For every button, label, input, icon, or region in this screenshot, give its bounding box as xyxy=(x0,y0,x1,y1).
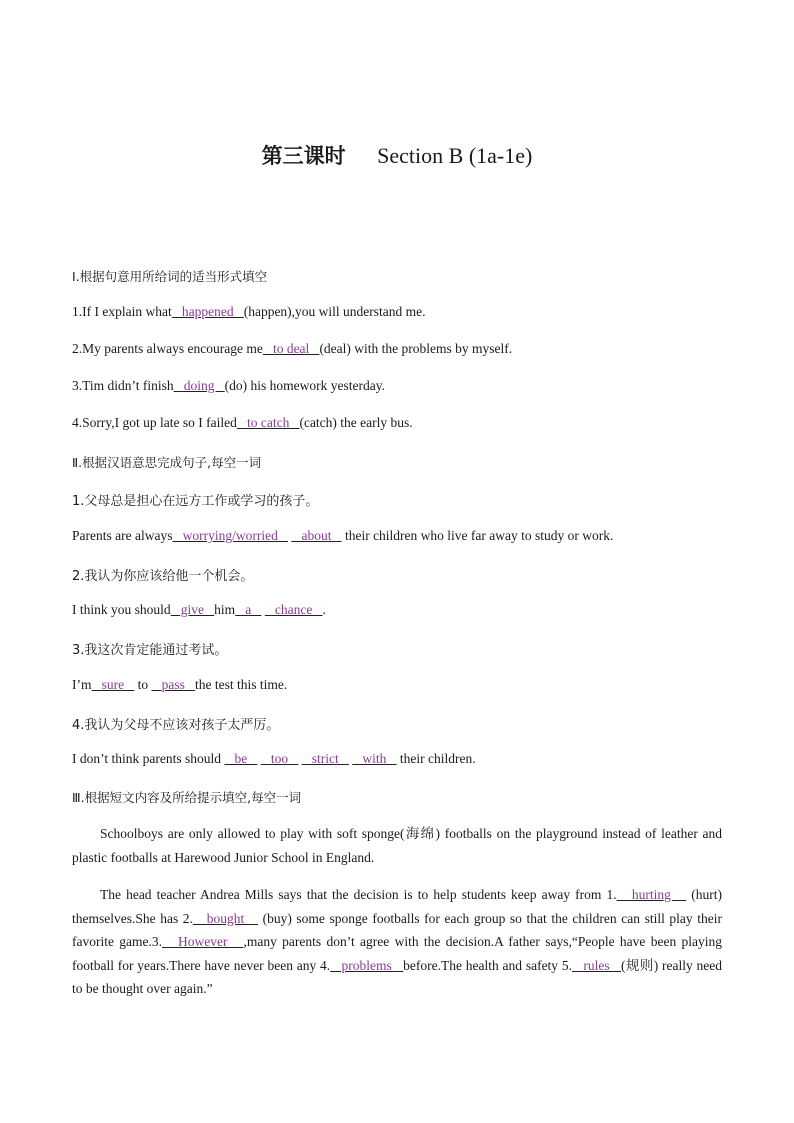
answer: pass xyxy=(151,677,196,692)
page-title xyxy=(0,140,794,170)
answer: problems xyxy=(330,957,404,973)
question-1-4: 4.Sorry,I got up late so I failed to catch (catch) the early bus. xyxy=(72,415,413,430)
answer: chance xyxy=(264,602,323,617)
answer: about xyxy=(291,528,342,543)
question-1-1: 1.If I explain what happened (happen),you will understand me. xyxy=(72,304,426,319)
question-2-3: I’m sure to pass the test this time. xyxy=(72,677,288,692)
answer: worrying/worried xyxy=(172,528,288,543)
answer: give xyxy=(170,602,215,617)
section-heading-3: Ⅲ.根据短文内容及所给提示填空,每空一词 xyxy=(72,790,302,805)
question-2-2-chinese: 2.我认为你应该给他一个机会。 xyxy=(72,569,254,584)
answer: with xyxy=(352,751,397,766)
answer: strict xyxy=(301,751,349,766)
answer: be xyxy=(224,751,258,766)
question-2-3-chinese: 3.我这次肯定能通过考试。 xyxy=(72,643,228,658)
answer: to deal xyxy=(262,341,320,356)
answer: However xyxy=(162,934,244,949)
question-2-4-chinese: 4.我认为父母不应该对孩子太严厉。 xyxy=(72,718,280,733)
answer: too xyxy=(260,751,299,766)
section-heading-1: Ⅰ.根据句意用所给词的适当形式填空 xyxy=(72,269,268,284)
question-1-3: 3.Tim didn’t finish doing (do) his homework yesterday. xyxy=(72,378,386,393)
answer: a xyxy=(235,602,262,617)
question-1-2: 2.My parents always encourage me to deal (deal) with the problems by myself. xyxy=(72,341,513,356)
answer: happened xyxy=(171,304,244,319)
question-2-2: I think you should give him a chance . xyxy=(72,602,326,617)
question-2-1-chinese: 1.父母总是担心在远方工作或学习的孩子。 xyxy=(72,494,319,509)
passage-paragraph-1: Schoolboys are only allowed to play with soft sponge(海绵) footballs on the playground instead of leather and plastic footballs at Harewood Junior School in England. xyxy=(72,826,722,865)
answer: hurting xyxy=(616,887,687,902)
answer: sure xyxy=(91,677,135,692)
title-english: Section B (1a-1e) xyxy=(377,143,533,168)
answer: to catch xyxy=(236,415,300,430)
question-2-4: I don’t think parents should be too strict with their children. xyxy=(72,751,476,766)
question-2-1: Parents are always worrying/worried about their children who live far away to study or work. xyxy=(72,528,614,543)
section-heading-2: Ⅱ.根据汉语意思完成句子,每空一词 xyxy=(72,455,262,470)
answer: rules xyxy=(571,957,621,973)
passage-paragraph-2: The head teacher Andrea Mills says that the decision is to help students keep away from 1. hurting (hurt) themselves.She has 2. bought (buy) some sponge footballs for each group so that the children can still play their favorite game.3. However ,many parents don’t agree with the decision.A father says,“People have been playing football for years.There have never been any 4. problems before.The health and safety 5. rules (规则) really need to be thought over again.” xyxy=(72,887,723,996)
answer: bought xyxy=(192,910,258,926)
title-chinese: 第三课时 xyxy=(261,144,346,168)
answer: doing xyxy=(173,378,225,393)
